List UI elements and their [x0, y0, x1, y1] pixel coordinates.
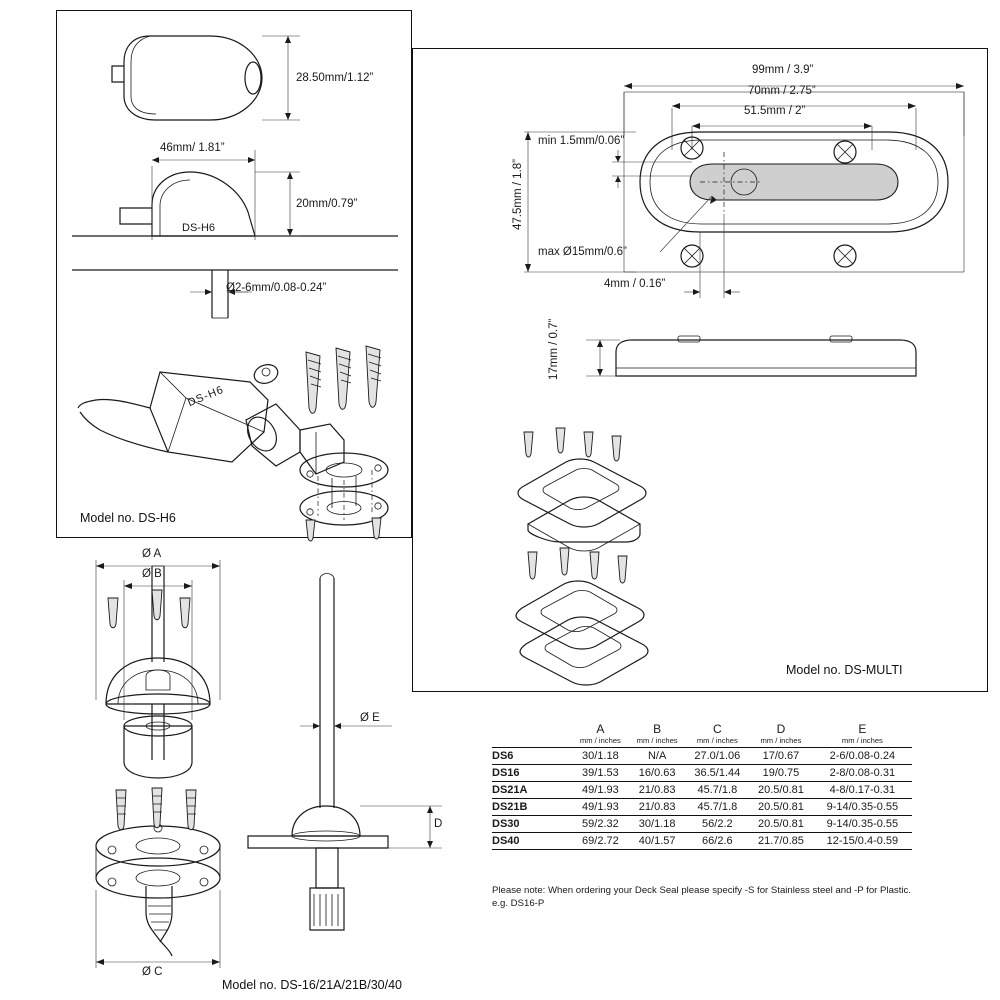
unit-c: mm / inches: [696, 736, 738, 745]
h6-dim-side-height: [255, 172, 300, 236]
table-row: [492, 799, 912, 816]
cell-a: 49/1.93: [572, 799, 629, 816]
unit-blank: [492, 736, 572, 748]
col-head-b: B: [653, 722, 662, 736]
dim-multi-max-hole: max Ø15mm/0.6”: [538, 246, 627, 258]
col-head-c: C: [713, 722, 722, 736]
cell-c: 27.0/1.06: [686, 748, 750, 765]
cell-a: 30/1.18: [572, 748, 629, 765]
dim-multi-outer-width: 99mm / 3.9”: [752, 64, 814, 76]
dimension-table: [492, 722, 912, 849]
row-name: DS21A: [492, 782, 572, 799]
row-name: DS6: [492, 748, 572, 765]
cell-e: 9-14/0.35-0.55: [813, 799, 912, 816]
cell-a: 59/2.32: [572, 816, 629, 833]
cell-c: 36.5/1.44: [686, 765, 750, 782]
h6-iso-body-text: DS-H6: [186, 383, 226, 410]
unit-e: mm / inches: [841, 736, 883, 745]
cell-d: 19/0.75: [749, 765, 813, 782]
cell-e: 9-14/0.35-0.55: [813, 816, 912, 833]
model-label-ds-multi: Model no. DS-MULTI: [786, 663, 903, 677]
h6-top-view: [112, 36, 262, 120]
multi-plan-view: [624, 92, 964, 272]
cell-c: 66/2.6: [686, 833, 750, 850]
table-row: [492, 816, 912, 833]
col-head-e: E: [858, 722, 867, 736]
dim-series-a: Ø A: [142, 548, 162, 560]
dim-series-e: Ø E: [360, 712, 380, 724]
multi-side-view: [586, 336, 916, 376]
ordering-note-line2: e.g. DS16-P: [492, 898, 545, 909]
unit-a: mm / inches: [579, 736, 621, 745]
row-name: DS40: [492, 833, 572, 850]
table-row: [492, 782, 912, 799]
cell-b: 16/0.63: [629, 765, 686, 782]
cell-b: 40/1.57: [629, 833, 686, 850]
dim-multi-height: 47.5mm / 1.8”: [512, 159, 524, 230]
col-head-a: A: [596, 722, 605, 736]
model-label-ds-series: Model no. DS-16/21A/21B/30/40: [222, 978, 402, 992]
dim-multi-min-slot: min 1.5mm/0.06”: [538, 135, 625, 147]
dim-h6-hole: Ø2-6mm/0.08-0.24”: [226, 282, 327, 294]
cell-a: 39/1.53: [572, 765, 629, 782]
row-name: DS21B: [492, 799, 572, 816]
dim-series-b: Ø B: [142, 568, 162, 580]
table-row: [492, 748, 912, 765]
row-name: DS30: [492, 816, 572, 833]
dim-series-d: D: [434, 818, 443, 830]
cell-d: 20.5/0.81: [749, 816, 813, 833]
model-label-ds-h6: Model no. DS-H6: [80, 511, 176, 525]
cell-e: 2-6/0.08-0.24: [813, 748, 912, 765]
ordering-note: [492, 884, 962, 910]
dim-multi-edge: 4mm / 0.16”: [604, 278, 666, 290]
cell-d: 21.7/0.85: [749, 833, 813, 850]
dim-h6-side-height: 20mm/0.79”: [296, 198, 358, 210]
cell-e: 12-15/0.4-0.59: [813, 833, 912, 850]
series-exploded-view: [96, 560, 220, 968]
dim-multi-mid-width: 70mm / 2.75”: [748, 85, 816, 97]
cell-c: 45.7/1.8: [686, 799, 750, 816]
h6-dim-height: [262, 36, 300, 120]
cell-d: 20.5/0.81: [749, 782, 813, 799]
cell-a: 69/2.72: [572, 833, 629, 850]
cell-e: 4-8/0.17-0.31: [813, 782, 912, 799]
multi-iso-exploded: [516, 428, 648, 685]
cell-b: 21/0.83: [629, 782, 686, 799]
dim-series-c: Ø C: [142, 966, 163, 978]
dim-multi-inner-width: 51.5mm / 2”: [744, 105, 806, 117]
cell-c: 45.7/1.8: [686, 782, 750, 799]
cell-b: 30/1.18: [629, 816, 686, 833]
table-header-row: [492, 722, 912, 736]
col-head-blank: [492, 722, 572, 736]
series-installed-view: [248, 574, 442, 931]
row-name: DS16: [492, 765, 572, 782]
unit-d: mm / inches: [760, 736, 802, 745]
h6-side-view: [72, 172, 398, 318]
table-row: [492, 833, 912, 850]
cell-d: 20.5/0.81: [749, 799, 813, 816]
table-units-row: [492, 736, 912, 748]
cell-b: N/A: [629, 748, 686, 765]
col-head-d: D: [776, 722, 786, 736]
h6-body-text: DS-H6: [182, 222, 216, 234]
ordering-note-line1: Please note: When ordering your Deck Seal please specify -S for Stainless steel and -P for Plastic.: [492, 885, 911, 896]
cell-e: 2-8/0.08-0.31: [813, 765, 912, 782]
cell-d: 17/0.67: [749, 748, 813, 765]
dim-multi-thickness: 17mm / 0.7”: [548, 318, 560, 380]
dim-h6-height: 28.50mm/1.12”: [296, 72, 374, 84]
table-row: [492, 765, 912, 782]
cell-c: 56/2.2: [686, 816, 750, 833]
dim-h6-width: 46mm/ 1.81”: [160, 142, 225, 154]
spec-table: [492, 722, 912, 850]
unit-b: mm / inches: [636, 736, 678, 745]
cell-b: 21/0.83: [629, 799, 686, 816]
cell-a: 49/1.93: [572, 782, 629, 799]
